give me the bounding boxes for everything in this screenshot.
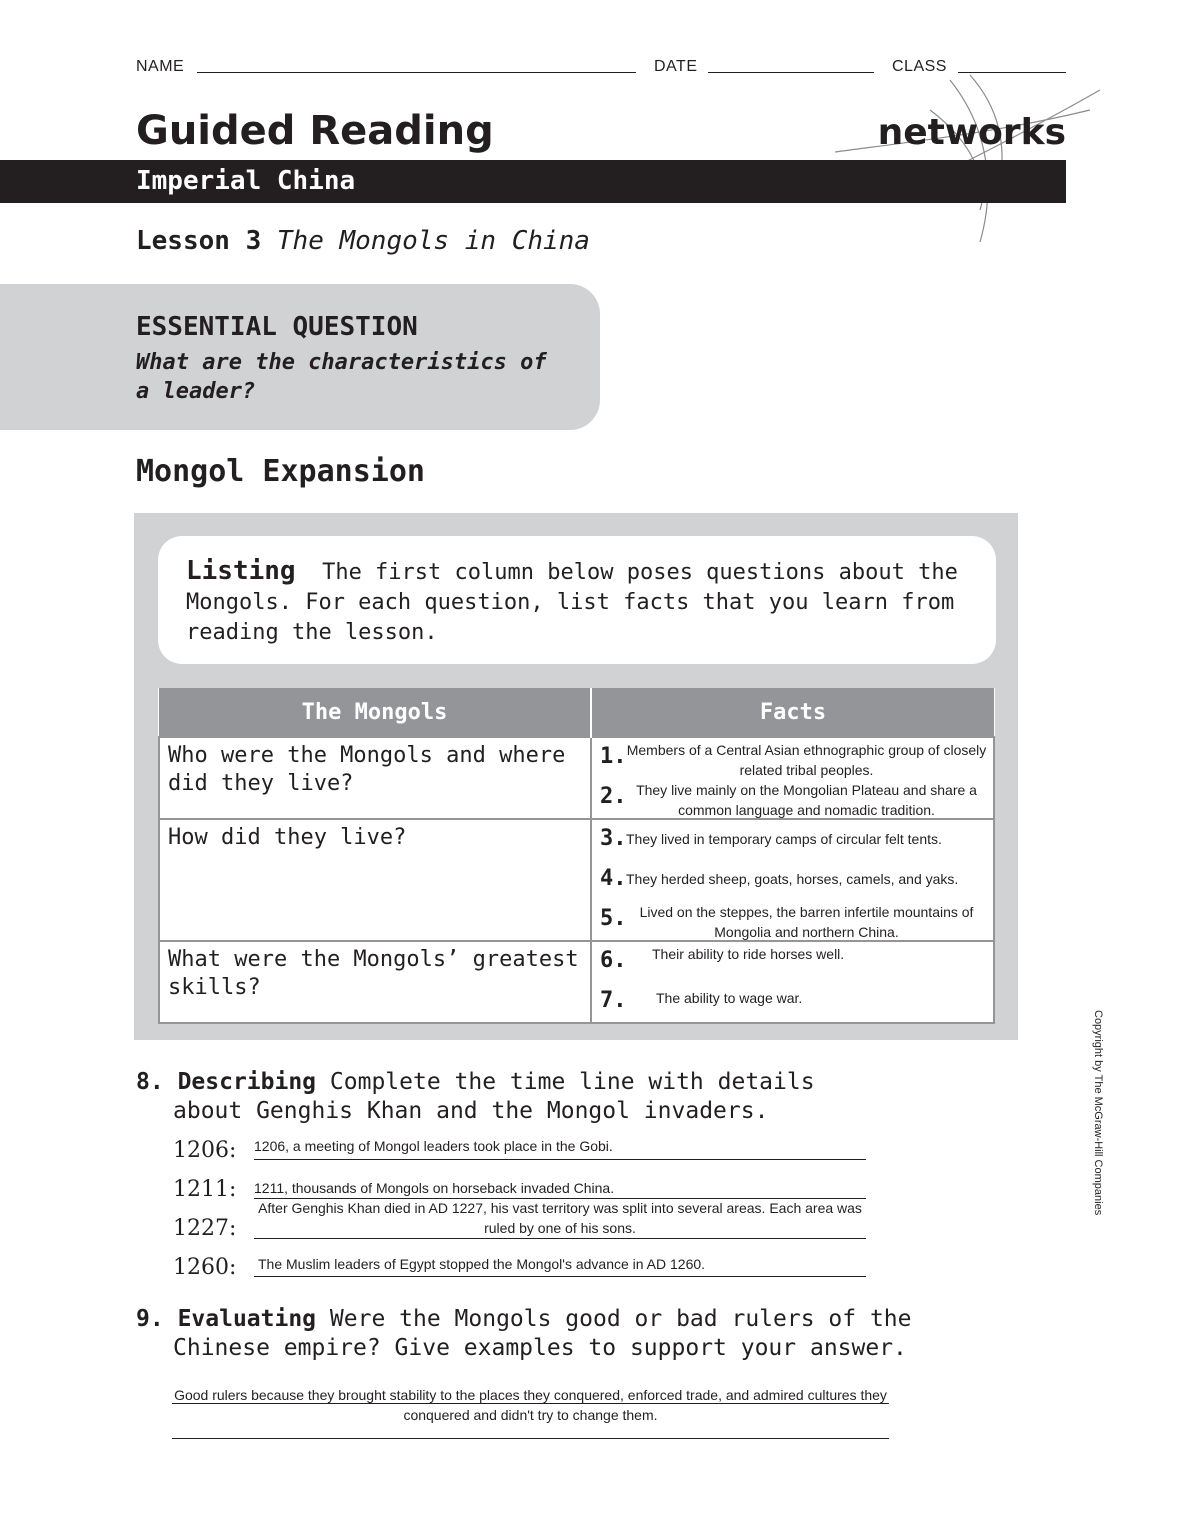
copyright-notice: Copyright by The McGraw-Hill Companies xyxy=(1092,1010,1104,1216)
facts-cell xyxy=(591,819,994,941)
fact-number: 6. xyxy=(600,948,627,973)
table-row xyxy=(159,737,994,819)
question-number: 8. xyxy=(136,1069,164,1095)
timeline-answer-line xyxy=(254,1276,866,1277)
table-header-mongols: The Mongols xyxy=(159,688,591,737)
question-9 xyxy=(136,1305,913,1363)
timeline-answer-line xyxy=(254,1238,866,1239)
fact-item[interactable] xyxy=(592,820,993,860)
timeline-year: 1227: xyxy=(173,1216,237,1241)
lesson-title: The Mongols in China xyxy=(276,226,590,256)
class-label: CLASS xyxy=(892,58,947,75)
table-header-facts: Facts xyxy=(591,688,994,737)
answer-line xyxy=(172,1403,889,1404)
networks-logo: networks xyxy=(877,112,1066,153)
facts-cell xyxy=(591,737,994,819)
name-label: NAME xyxy=(136,58,185,75)
fact-number: 7. xyxy=(600,988,627,1013)
lesson-heading xyxy=(136,226,590,256)
fact-item[interactable] xyxy=(592,942,993,982)
fact-number: 4. xyxy=(600,866,627,891)
timeline-answer[interactable]: 1206, a meeting of Mongol leaders took place in the Gobi. xyxy=(254,1138,613,1154)
listing-instructions xyxy=(186,556,986,648)
date-label: DATE xyxy=(654,58,698,75)
question-label: Evaluating xyxy=(177,1306,317,1332)
question-label: Describing xyxy=(177,1069,317,1095)
essential-question-text: What are the characteristics of a leader? xyxy=(136,350,547,404)
question-text: Complete the time line with details about Genghis Khan and the Mongol invaders. xyxy=(173,1069,815,1124)
timeline-answer[interactable]: After Genghis Khan died in AD 1227, his vast territory was split into several areas. Each area was ruled by one of his sons. xyxy=(258,1200,862,1236)
fact-item[interactable] xyxy=(592,738,993,778)
unit-title: Imperial China xyxy=(136,166,356,196)
fact-number: 3. xyxy=(600,826,627,851)
table-question: How did they live? xyxy=(159,819,591,941)
fact-answer: They lived in temporary camps of circular felt tents. xyxy=(626,831,942,847)
timeline-year: 1206: xyxy=(173,1138,237,1163)
table-question: Who were the Mongols and where did they live? xyxy=(159,737,591,819)
facts-cell xyxy=(591,941,994,1023)
question-number: 9. xyxy=(136,1306,164,1332)
name-field[interactable] xyxy=(197,72,636,73)
timeline-year: 1260: xyxy=(173,1255,237,1280)
answer-line xyxy=(172,1438,889,1439)
evaluation-answer[interactable]: Good rulers because they brought stability to the places they conquered, enforced trade, and admired cultures they conquered and didn't try to change them. xyxy=(174,1387,887,1423)
table-row xyxy=(159,941,994,1023)
timeline-year: 1211: xyxy=(173,1177,237,1202)
mongols-table xyxy=(158,688,995,1024)
fact-answer: Their ability to ride horses well. xyxy=(652,946,845,962)
section-title: Mongol Expansion xyxy=(136,454,425,489)
fact-answer: The ability to wage war. xyxy=(656,990,803,1006)
essential-question-label: ESSENTIAL QUESTION xyxy=(136,312,418,342)
fact-item[interactable] xyxy=(592,860,993,900)
fact-answer: They herded sheep, goats, horses, camels, and yaks. xyxy=(626,871,959,887)
lesson-label: Lesson 3 xyxy=(136,226,262,256)
fact-item[interactable] xyxy=(592,778,993,818)
fact-answer: Members of a Central Asian ethnographic group of closely related tribal peoples. xyxy=(626,742,987,778)
question-8 xyxy=(136,1068,893,1126)
listing-label: Listing xyxy=(186,556,296,586)
page-title: Guided Reading xyxy=(136,108,494,154)
listing-text: The first column below poses questions about the Mongols. For each question, list facts that you learn from reading the lesson. xyxy=(186,560,958,645)
fact-item[interactable] xyxy=(592,900,993,940)
fact-answer: Lived on the steppes, the barren infertile mountains of Mongolia and northern China. xyxy=(639,904,974,940)
fact-answer: They live mainly on the Mongolian Plateau and share a common language and nomadic tradition. xyxy=(636,782,977,818)
timeline-answer[interactable]: The Muslim leaders of Egypt stopped the Mongol's advance in AD 1260. xyxy=(258,1256,706,1272)
question-text: Were the Mongols good or bad rulers of the Chinese empire? Give examples to support your answer. xyxy=(173,1306,912,1361)
table-question: What were the Mongols’ greatest skills? xyxy=(159,941,591,1023)
timeline-answer[interactable]: 1211, thousands of Mongols on horseback invaded China. xyxy=(254,1180,615,1196)
fact-number: 5. xyxy=(600,906,627,931)
fact-number: 2. xyxy=(600,784,627,809)
fact-item[interactable] xyxy=(592,982,993,1022)
table-row xyxy=(159,819,994,941)
fact-number: 1. xyxy=(600,744,627,769)
timeline-answer-line xyxy=(254,1159,866,1160)
